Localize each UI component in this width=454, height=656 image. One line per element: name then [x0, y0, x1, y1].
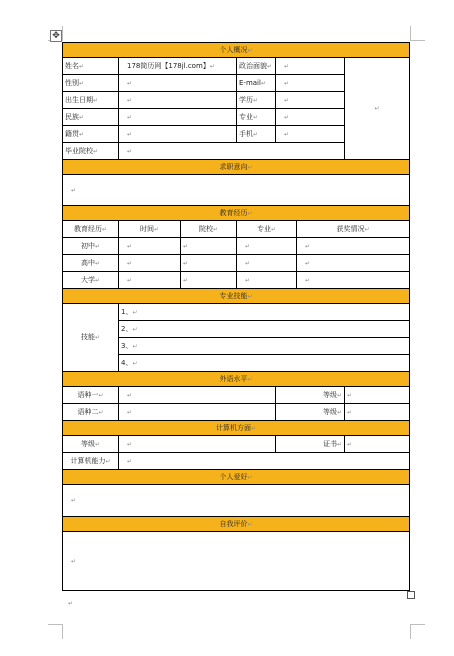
edu-row-university: 大学↵ — [63, 272, 119, 289]
section-header-personal: 个人概况↵ — [63, 43, 410, 58]
label-name: 姓名↵ — [63, 58, 119, 75]
edu-cell[interactable]: ↵ — [237, 272, 297, 289]
margin-corner-bottom-left — [48, 624, 63, 639]
label-political: 政治面貌↵ — [237, 58, 276, 75]
section-header-skills: 专业技能↵ — [63, 289, 410, 304]
table-resize-handle[interactable] — [407, 591, 415, 599]
language-1-label: 语种一↵ — [63, 387, 119, 404]
edu-header-awards: 获奖情况↵ — [297, 221, 410, 238]
section-header-evaluation: 自我评价↵ — [63, 517, 410, 532]
evaluation-content[interactable]: ↵ — [63, 532, 410, 591]
edu-header-school: 院校↵ — [181, 221, 237, 238]
edu-cell[interactable]: ↵ — [297, 238, 410, 255]
edu-cell[interactable]: ↵ — [119, 255, 181, 272]
paragraph-mark: ↵ — [68, 600, 74, 607]
value-gender[interactable]: ↵ — [119, 75, 237, 92]
value-ethnic[interactable]: ↵ — [119, 109, 237, 126]
edu-cell[interactable]: ↵ — [181, 255, 237, 272]
language-1-level-label: 等级↵ — [276, 387, 345, 404]
value-major[interactable]: ↵ — [276, 109, 345, 126]
section-header-intention: 求职意向↵ — [63, 160, 410, 175]
skill-item-4[interactable]: 4、↵ — [119, 355, 410, 372]
edu-row-senior: 高中↵ — [63, 255, 119, 272]
label-gender: 性别↵ — [63, 75, 119, 92]
edu-cell[interactable]: ↵ — [237, 255, 297, 272]
section-header-hobbies: 个人爱好↵ — [63, 470, 410, 485]
value-phone[interactable]: ↵ — [276, 126, 345, 143]
margin-corner-top-right — [410, 26, 425, 41]
value-birth[interactable]: ↵ — [119, 92, 237, 109]
resume-table[interactable] — [62, 42, 410, 591]
edu-cell[interactable]: ↵ — [181, 272, 237, 289]
photo-cell[interactable]: ↵ — [345, 58, 410, 160]
computer-cert-label: 证书↵ — [276, 436, 345, 453]
label-major: 专业↵ — [237, 109, 276, 126]
language-2-level-value[interactable]: ↵ — [345, 404, 410, 421]
edu-cell[interactable]: ↵ — [119, 272, 181, 289]
margin-corner-bottom-right — [410, 624, 425, 639]
edu-cell[interactable]: ↵ — [181, 238, 237, 255]
skill-item-2[interactable]: 2、↵ — [119, 321, 410, 338]
value-name[interactable]: 178简历网【178jl.com】↵ — [119, 58, 237, 75]
value-degree[interactable]: ↵ — [276, 92, 345, 109]
label-school: 毕业院校↵ — [63, 143, 119, 160]
section-header-computer: 计算机方面↵ — [63, 421, 410, 436]
hobbies-content[interactable]: ↵ — [63, 485, 410, 517]
skill-item-1[interactable]: 1、↵ — [119, 304, 410, 321]
edu-header-time: 时间↵ — [119, 221, 181, 238]
value-school[interactable]: ↵ — [119, 143, 345, 160]
edu-cell[interactable]: ↵ — [297, 255, 410, 272]
label-birth: 出生日期↵ — [63, 92, 119, 109]
computer-cert-value[interactable]: ↵ — [345, 436, 410, 453]
label-ethnic: 民族↵ — [63, 109, 119, 126]
edu-cell[interactable]: ↵ — [119, 238, 181, 255]
computer-level-value[interactable]: ↵ — [119, 436, 276, 453]
language-2-label: 语种二↵ — [63, 404, 119, 421]
computer-ability-label: 计算机能力↵ — [63, 453, 119, 470]
computer-level-label: 等级↵ — [63, 436, 119, 453]
table-move-handle-icon[interactable]: ✥ — [50, 30, 62, 42]
language-2-value[interactable]: ↵ — [119, 404, 276, 421]
language-1-value[interactable]: ↵ — [119, 387, 276, 404]
skill-item-3[interactable]: 3、↵ — [119, 338, 410, 355]
value-origin[interactable]: ↵ — [119, 126, 237, 143]
value-email[interactable]: ↵ — [276, 75, 345, 92]
language-1-level-value[interactable]: ↵ — [345, 387, 410, 404]
section-header-language: 外语水平↵ — [63, 372, 410, 387]
value-political[interactable]: ↵ — [276, 58, 345, 75]
edu-header-major: 专业↵ — [237, 221, 297, 238]
edu-header-stage: 教育经历↵ — [63, 221, 119, 238]
label-origin: 籍贯↵ — [63, 126, 119, 143]
skills-label: 技能↵ — [63, 304, 119, 372]
language-2-level-label: 等级↵ — [276, 404, 345, 421]
edu-cell[interactable]: ↵ — [237, 238, 297, 255]
edu-row-junior: 初中↵ — [63, 238, 119, 255]
edu-cell[interactable]: ↵ — [297, 272, 410, 289]
computer-ability-value[interactable]: ↵ — [119, 453, 410, 470]
section-header-education: 教育经历↵ — [63, 206, 410, 221]
label-degree: 学历↵ — [237, 92, 276, 109]
label-phone: 手机↵ — [237, 126, 276, 143]
intention-content[interactable]: ↵ — [63, 175, 410, 206]
label-email: E-mail↵ — [237, 75, 276, 92]
